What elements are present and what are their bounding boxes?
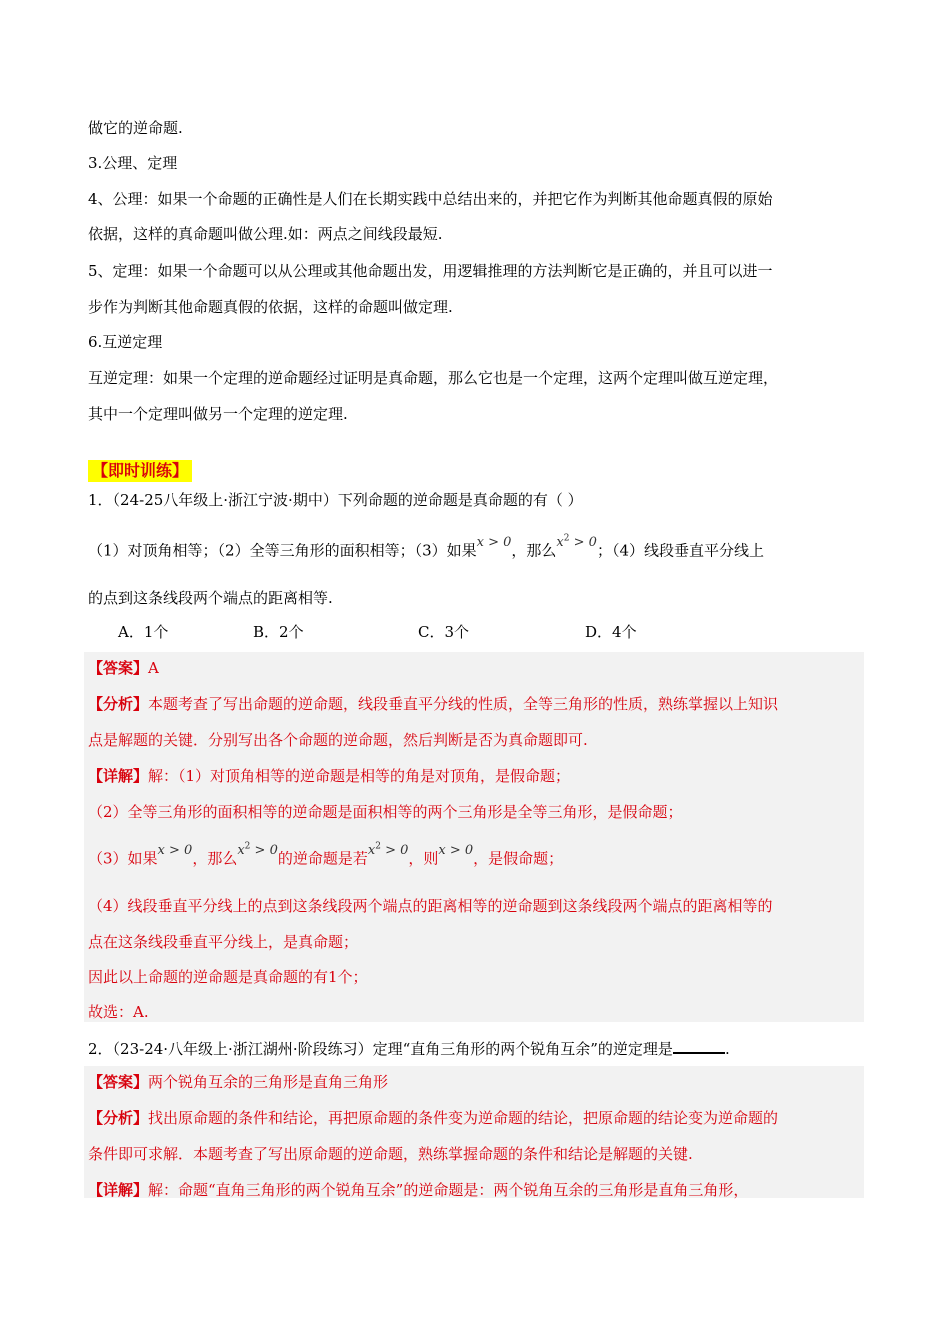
q1-analysis-1: 【分析】本题考查了写出命题的逆命题，线段垂直平分线的性质，全等三角形的性质，熟练掌握以上知识	[88, 695, 779, 713]
intro-line-6: 步作为判断其他命题真假的依据，这样的命题叫做定理.	[88, 298, 453, 316]
section-title: 【即时训练】	[88, 460, 192, 482]
q1-option-d: D．4个	[585, 623, 637, 641]
q1-detail-1: 【详解】解：（1）对顶角相等的逆命题是相等的角是对顶角，是假命题；	[88, 767, 571, 785]
q1-option-b: B．2个	[253, 623, 304, 641]
q1-detail-6: 因此以上命题的逆命题是真命题的有1个；	[88, 968, 368, 986]
d3-math-3: $x^2 > 0$	[367, 842, 409, 859]
intro-line-8: 互逆定理：如果一个定理的逆命题经过证明是真命题，那么它也是一个定理，这两个定理叫做互逆定理，	[88, 369, 779, 387]
q1-answer	[88, 658, 159, 678]
q1-line-2a: （1）对顶角相等；（2）全等三角形的面积相等；（3）如果	[88, 541, 477, 560]
q1-line-2c: ；（4）线段垂直平分线上	[596, 541, 764, 560]
q2-detail-tag: 【详解】	[88, 1181, 149, 1199]
q2-answer-blank[interactable]	[673, 1038, 725, 1054]
q2-detail-1: 【详解】解：命题“直角三角形的两个锐角互余”的逆命题是：两个锐角互余的三角形是直角三角形，	[88, 1181, 749, 1199]
q1-stem: 1．（24-25八年级上·浙江宁波·期中）下列命题的逆命题是真命题的有（ ）	[88, 491, 583, 509]
intro-line-9: 其中一个定理叫做另一个定理的逆定理.	[88, 405, 348, 423]
q1-detail-4: （4）线段垂直平分线上的点到这条线段两个端点的距离相等的逆命题到这条线段两个端点的距离相等的	[88, 897, 773, 915]
intro-line-2: 3.公理、定理	[88, 154, 178, 172]
q1-line-2	[88, 534, 764, 562]
d3-math-4: x > 0	[438, 843, 474, 859]
q1-option-c: C．3个	[418, 623, 470, 641]
q1-detail-3: （3）如果x > 0，那么$x^2 > 0$的逆命题是若$x^2 > 0$，则x > 0，是假命题；	[88, 842, 564, 868]
intro-line-1: 做它的逆命题.	[88, 119, 183, 137]
q1-answer-tag: 【答案】	[88, 659, 149, 677]
intro-line-5: 5、定理：如果一个命题可以从公理或其他命题出发，用逻辑推理的方法判断它是正确的，并且可以进一	[88, 262, 773, 280]
q1-math-2: $x^2 > 0$	[556, 534, 597, 551]
q1-math-1: x > 0	[476, 535, 512, 551]
q2-answer	[88, 1072, 388, 1092]
q1-detail-2: （2）全等三角形的面积相等的逆命题是面积相等的两个三角形是全等三角形，是假命题；	[88, 803, 683, 821]
q2-analysis-1: 【分析】找出原命题的条件和结论，再把原命题的条件变为逆命题的结论，把原命题的结论变为逆命题的	[88, 1109, 779, 1127]
d3-math-2: $x^2 > 0$	[237, 842, 278, 859]
q2-stem: 2．（23-24·八年级上·浙江湖州·阶段练习）定理“直角三角形的两个锐角互余”的逆定理是 .	[88, 1040, 730, 1058]
q1-analysis-2: 点是解题的关键．分别写出各个命题的逆命题，然后判断是否为真命题即可.	[88, 731, 588, 749]
intro-line-3: 4、公理：如果一个命题的正确性是人们在长期实践中总结出来的，并把它作为判断其他命题真假的原始	[88, 190, 773, 208]
q1-analysis-tag: 【分析】	[88, 695, 149, 713]
q2-analysis-2: 条件即可求解．本题考查了写出原命题的逆命题，熟练掌握命题的条件和结论是解题的关键.	[88, 1145, 693, 1163]
intro-line-4: 依据，这样的真命题叫做公理.如：两点之间线段最短.	[88, 225, 443, 243]
q2-answer-value: 两个锐角互余的三角形是直角三角形	[148, 1073, 389, 1091]
q1-detail-tag: 【详解】	[88, 767, 149, 785]
q1-answer-value: A	[148, 659, 159, 677]
q1-line-3: 的点到这条线段两个端点的距离相等.	[88, 589, 333, 607]
d3-math-1: x > 0	[157, 843, 193, 859]
q1-line-2b: ，那么	[511, 541, 557, 560]
q1-option-a: A．1个	[118, 623, 169, 641]
intro-line-7: 6.互逆定理	[88, 333, 163, 351]
q1-detail-5: 点在这条线段垂直平分线上，是真命题；	[88, 933, 359, 951]
q2-answer-tag: 【答案】	[88, 1073, 149, 1091]
q1-detail-7: 故选：A.	[88, 1003, 149, 1021]
q2-analysis-tag: 【分析】	[88, 1109, 149, 1127]
